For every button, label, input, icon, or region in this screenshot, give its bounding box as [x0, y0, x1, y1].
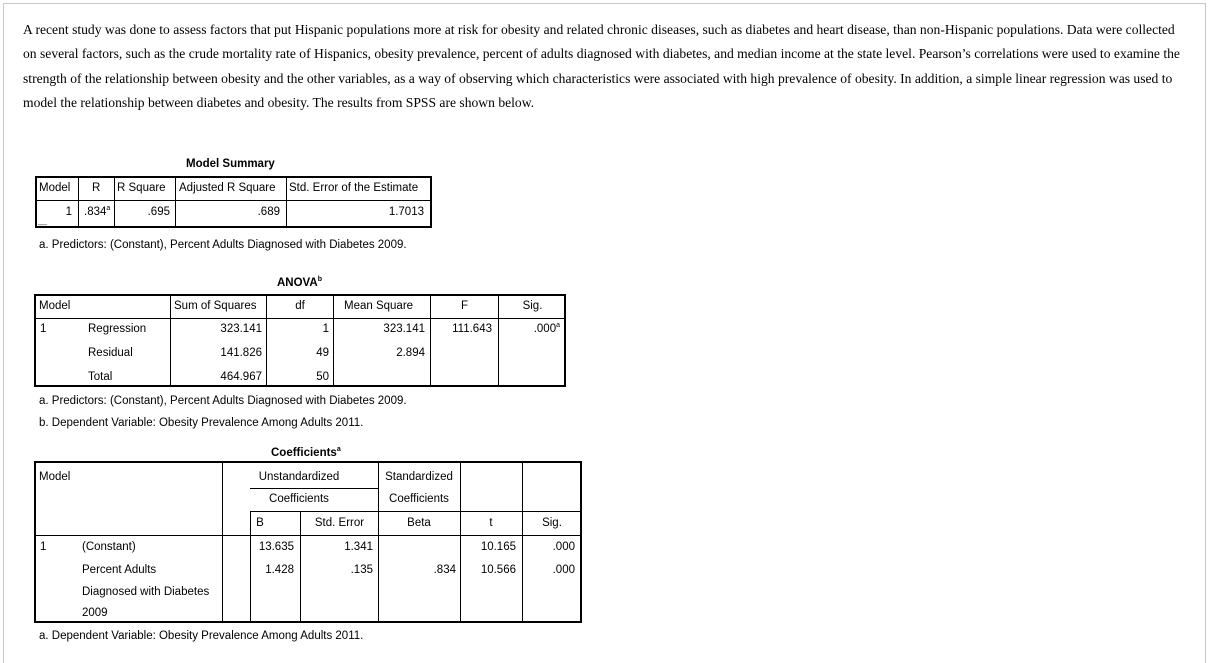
coefficients-title: Coefficients$^a$	[271, 446, 341, 459]
ms-std-error-value: 1.7013	[388, 206, 424, 218]
coef-row-constant-b: 13.635	[258, 541, 294, 553]
anova-footnote-a: a. Predictors: (Constant), Percent Adults Diagnosed with Diabetes 2009.	[39, 395, 407, 407]
ms-r-square-value: .695	[147, 206, 170, 218]
coef-header-model: Model	[39, 471, 71, 483]
coef-row-constant-se: 1.341	[344, 541, 373, 553]
ms-adj-r-square-value: .689	[257, 206, 280, 218]
coef-header-std-error: Std. Error	[314, 517, 365, 529]
ms-footnote: a. Predictors: (Constant), Percent Adults Diagnosed with Diabetes 2009.	[39, 239, 407, 251]
anova-row-regression-label: Regression	[88, 323, 147, 335]
anova-header-f: F	[460, 300, 469, 312]
coef-footnote: a. Dependent Variable: Obesity Prevalence Among Adults 2011.	[39, 630, 364, 642]
coef-row-constant-sig: .000	[552, 541, 575, 553]
anova-header-model: Model	[39, 300, 71, 312]
coef-row-constant-label: (Constant)	[82, 541, 136, 553]
anova-row-regression-f: 111.643	[452, 323, 492, 335]
anova-header-ss: Sum of Squares	[174, 300, 257, 312]
coef-model-1: 1	[40, 541, 47, 553]
coef-header-std-1: Standardized	[385, 471, 453, 483]
coef-row-diabetes-b: 1.428	[265, 564, 294, 576]
anova-header-sig: Sig.	[522, 300, 543, 312]
coef-header-beta: Beta	[407, 517, 431, 529]
coef-row-constant-t: 10.165	[480, 541, 516, 553]
anova-row-residual-ms: 2.894	[396, 347, 425, 359]
anova-row-regression-ss: 323.141	[220, 323, 262, 335]
coef-row-diabetes-label-3: 2009	[82, 607, 108, 619]
anova-row-total-label: Total	[88, 371, 113, 383]
coef-row-diabetes-label-2: Diagnosed with Diabetes	[82, 586, 210, 598]
ms-header-model: Model	[39, 182, 71, 194]
coef-header-sig: Sig.	[542, 517, 562, 529]
anova-header-df: df	[295, 300, 305, 312]
coef-row-diabetes-sig: .000	[552, 564, 575, 576]
anova-header-ms: Mean Square	[344, 300, 414, 312]
coef-header-unstd-2: Coefficients	[269, 493, 329, 505]
coef-row-diabetes-se: .135	[350, 564, 373, 576]
anova-row-total-ss: 464.967	[220, 371, 262, 383]
anova-row-regression-sig: .000$^a$	[533, 322, 560, 335]
ms-model-1: 1	[65, 206, 72, 218]
anova-row-residual-df: 49	[316, 347, 329, 359]
coef-header-unstd-1: Unstandardized	[258, 471, 340, 483]
model-summary-title: Model Summary	[186, 158, 275, 170]
coef-header-t: t	[489, 517, 493, 529]
anova-row-total-df: 50	[316, 371, 329, 383]
ms-header-r: R	[92, 182, 101, 194]
anova-row-residual-ss: 141.826	[220, 347, 262, 359]
anova-row-regression-ms: 323.141	[383, 323, 425, 335]
ms-header-adj-r-square: Adjusted R Square	[179, 182, 276, 194]
ms-header-std-error: Std. Error of the Estimate	[289, 182, 419, 194]
ms-r-value: .834$^a$	[84, 205, 111, 218]
ms-tick-mark: —	[38, 219, 47, 229]
anova-row-residual-label: Residual	[88, 347, 133, 359]
coef-row-diabetes-beta: .834	[433, 564, 456, 576]
coef-header-std-2: Coefficients	[389, 493, 449, 505]
coef-row-diabetes-label-1: Percent Adults	[82, 564, 157, 576]
anova-row-regression-df: 1	[322, 323, 329, 335]
ms-header-r-square: R Square	[117, 182, 166, 194]
intro-paragraph: A recent study was done to assess factors that put Hispanic populations more at risk for obesity and related chronic diseases, such as diabetes and heart disease, than non-Hispanic populations. Data were collected on several factors, such as the crude mortality rate of Hispanics, obesity prevalence, percent of adults diagnosed with diabetes, and median income at the state level. Pearson’s correlations were used to examine the strength of the relationship between obesity and the other variables, as a way of observing which characteristics were associated with high prevalence of obesity. In addition, a simple linear regression was used to model the relationship between diabetes and obesity. The results from SPSS are shown below.	[23, 22, 1180, 111]
coef-row-diabetes-t: 10.566	[480, 564, 516, 576]
coef-header-b: B	[256, 517, 264, 529]
anova-title: ANOVA$^b$	[277, 276, 322, 289]
anova-footnote-b: b. Dependent Variable: Obesity Prevalence Among Adults 2011.	[39, 417, 364, 429]
anova-model-1: 1	[40, 323, 47, 335]
